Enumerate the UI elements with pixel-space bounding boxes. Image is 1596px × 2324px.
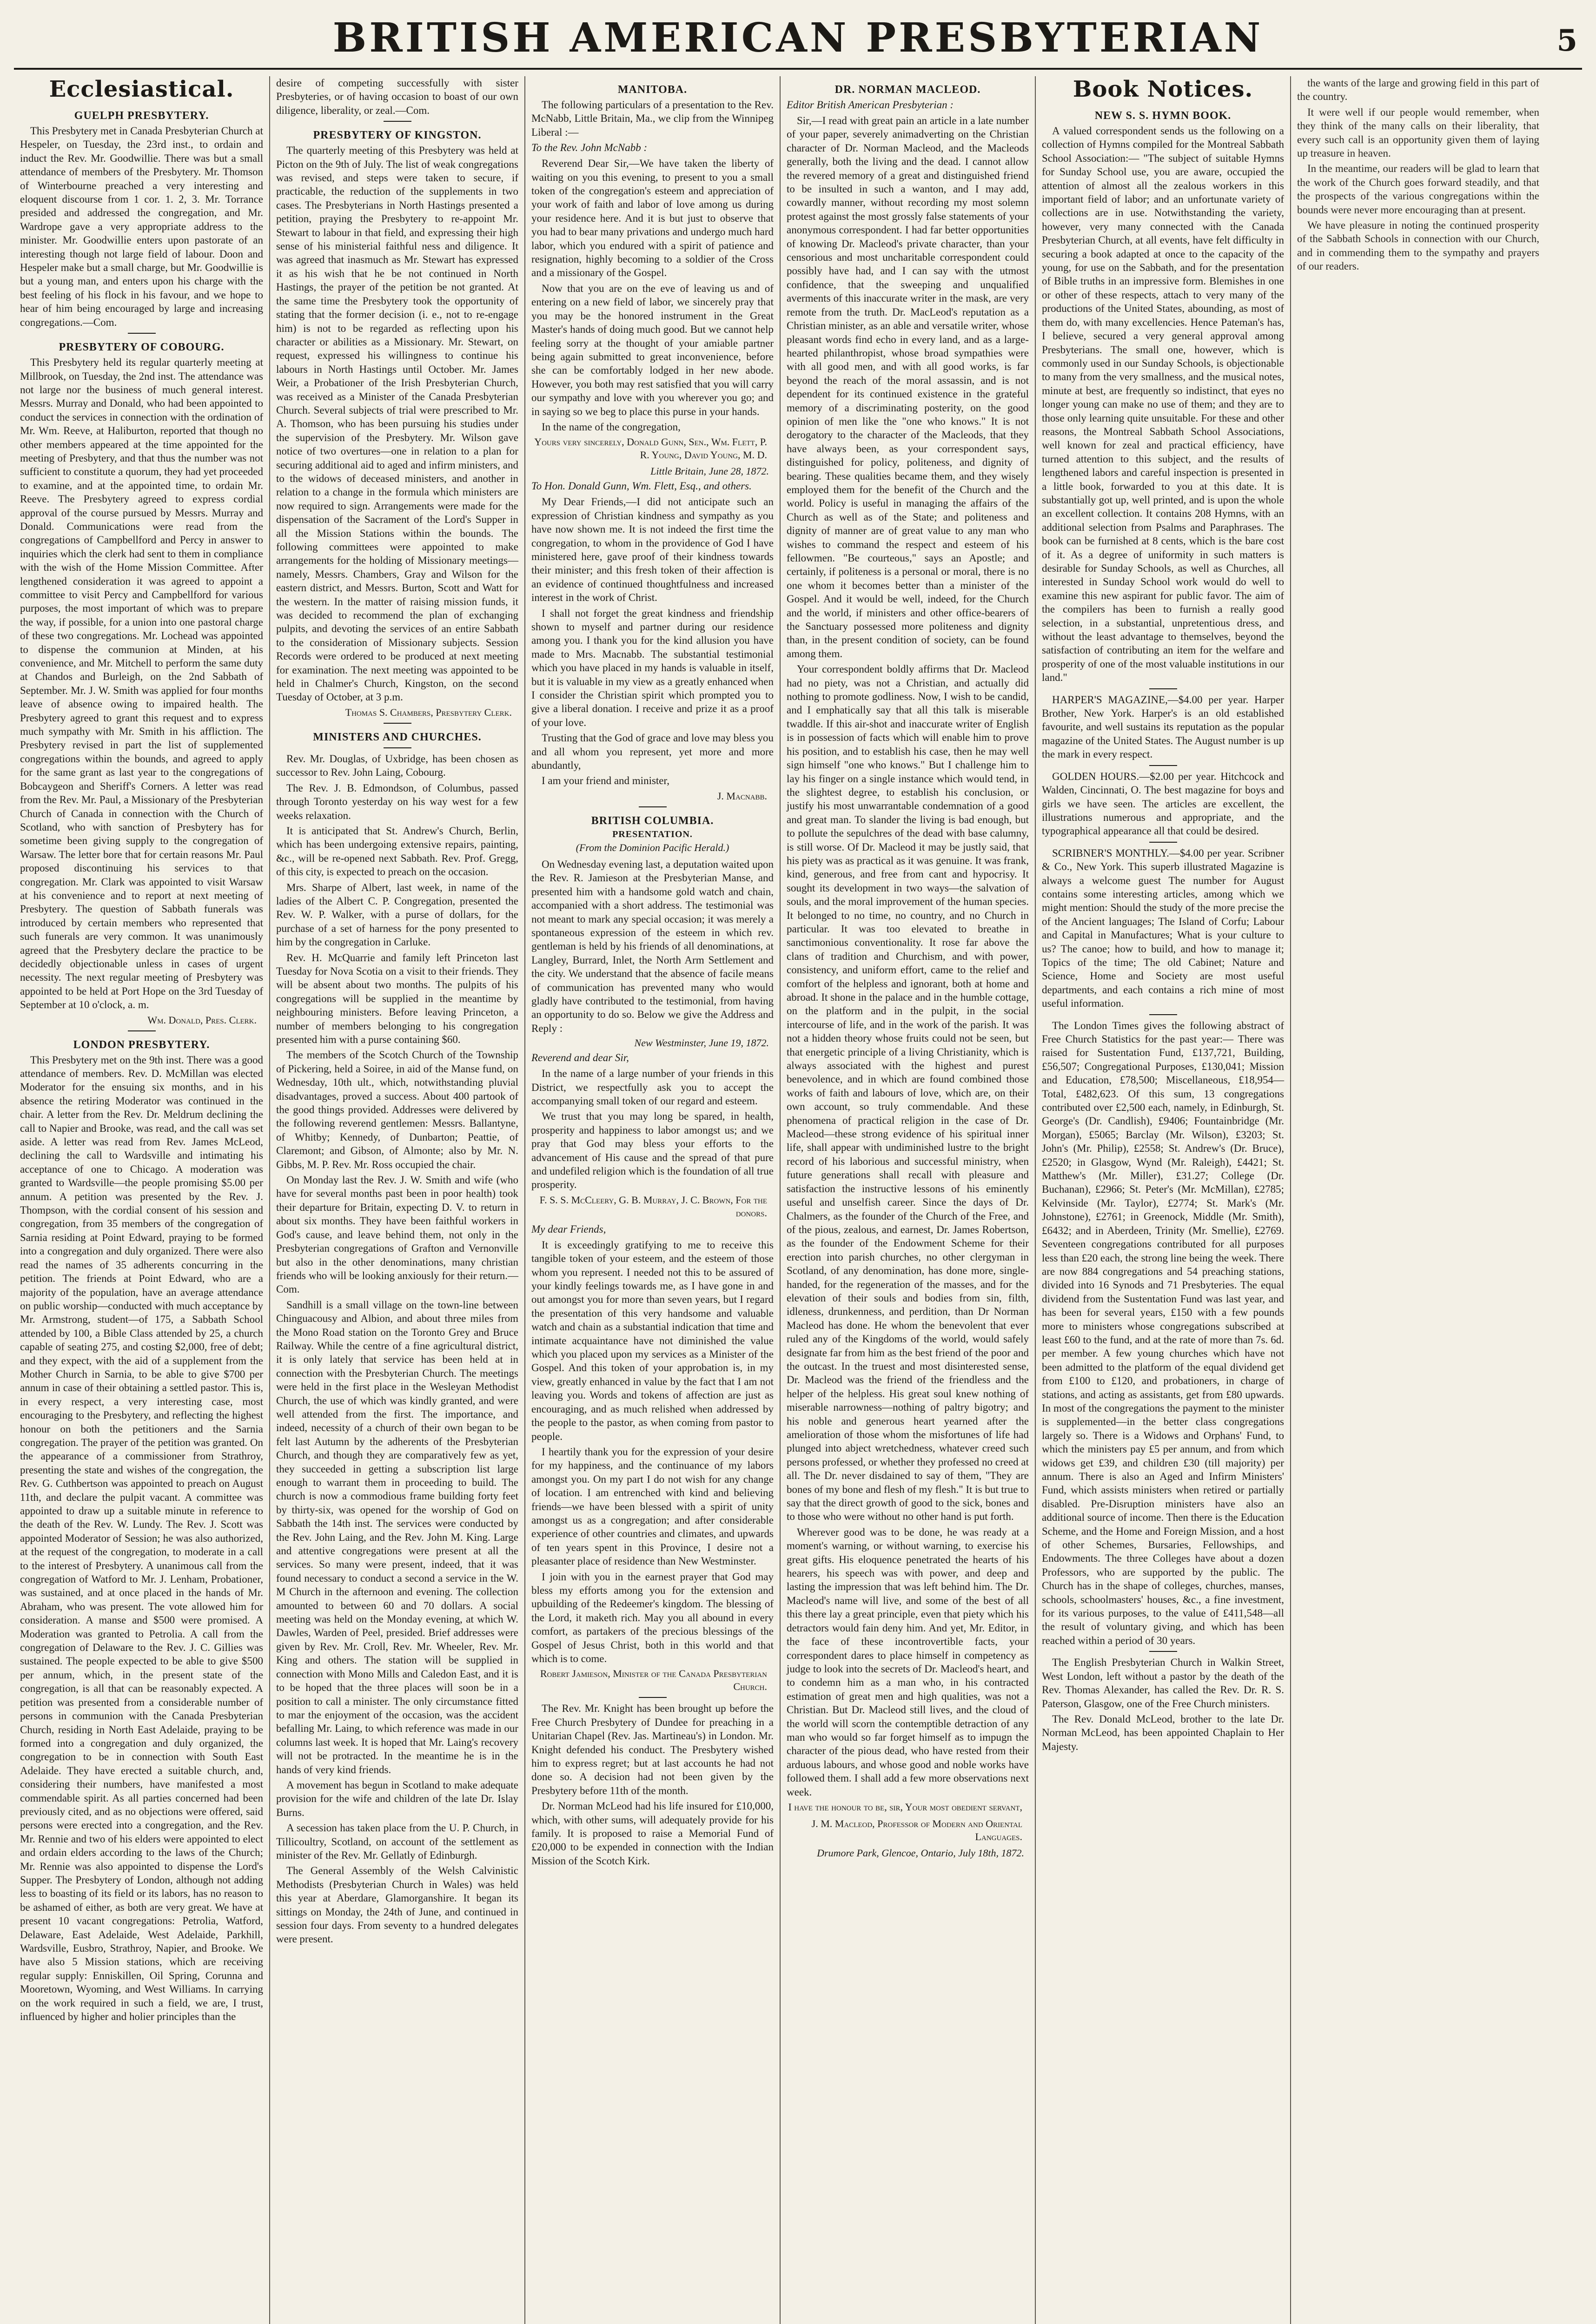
notice-scribners: SCRIBNER'S MONTHLY.—$4.00 per year. Scribner & Co., New York. This superb illustrated Magazine is always a welcome guest The number for August contains some interesting articles, among which we might mention: Should the study of the more precise the of the Ancient languages; The Island of Corfu; Labour and Capital in Manufactures; What is your culture to us? The canoe; how to build, and how to manage it; Topics of the time; The old Cabinet; Nature and Science, Home and Society are most useful departments, and each contains a rich mine of most useful information.	[1042, 847, 1284, 1010]
article-title-kingston: PRESBYTERY OF KINGSTON.	[313, 129, 482, 142]
divider	[1149, 765, 1177, 766]
article-title-manitoba: MANITOBA.	[617, 84, 688, 96]
notice-harpers: HARPER'S MAGAZINE,—$4.00 per year. Harper Brother, New York. Harper's is an old established favourite, and well sustains its reputation as the popular magazine of the United States. The August number is up the mark in every respect.	[1042, 693, 1284, 760]
article-body-kingston: The quarterly meeting of this Presbytery was held at Picton on the 9th of July. The list of weak congregations was revised, and steps were taken to secure, if practicable, the reduction of the supplements in two cases. The Presbyterians in North Hastings presented a petition, praying the Presbytery to re-appoint Mr. Stewart to labour in that field, and expressing their high sense of his ministerial faithful ness and diligence. It was agreed that inasmuch as Mr. Stewart has expressed it as his wish that he be not continued in North Hastings, the prayer of the petition be not granted. At the same time the Presbytery took the opportunity of stating that the former decision (i. e., not to re-engage him) is not to be regarded as reflecting upon his character or abilities as a Missionary. Mr. Stewart, on request, expressed his willingness to continue his labours in North Hastings until October. Mr. James Weir, a Probationer of the Irish Presbyterian Church, was received as a Minister of the Canada Presbyterian Church. Several subjects of trial were prescribed to Mr. A. Thomson, who has been pursuing his studies under the supervision of the Presbytery. Mr. Wilson gave notice of two overtures—one in relation to a plan for securing additional aid to aged and infirm ministers, and to the widows of deceased ministers, and another in relation to a change in the formula which ministers are now required to sign. Arrangements were made for the dispensation of the Sacrament of the Lord's Supper in all the Mission Stations within the bounds. The following committees were appointed to make arrangements for the holding of Missionary meetings—namely, Messrs. Chambers, Gray and Wilson for the eastern district, and Messrs. Burton, Scott and Watt for the western. In the matter of raising mission funds, it was decided to recommend the plan of exchanging pulpits, and devoting the services of an entire Sabbath to the consideration of Missionary subjects. Session Records were ordered to be produced at next meeting for examination. The next meeting was appointed to be held in Chalmer's Church, Kingston, on the second Tuesday of October, at 3 p.m.	[276, 145, 518, 703]
news-item: The Rev. Donald McLeod, brother to the late Dr. Norman McLeod, has been appointed Chaplain to Her Majesty.	[1042, 1713, 1284, 1752]
divider	[639, 806, 667, 807]
letter-paragraph: It is exceedingly gratifying to me to receive this tangible token of your esteem, and the esteem of those whom you represent. I needed not this to be assured of your kindly feelings towards me, as I have gone in and out amongst you for more than seven years, but I regard the presentation of this very handsome and valuable watch and chain as a substantial indication that time and intimate acquaintance have not diminished the value which you placed upon my services as a Minister of the Gospel. And this token of your approbation is, in my view, greatly enhanced in value by the fact that I am not leaving you. Words and tokens of affection are just as encouraging, and as much relished when addressed by the people to the pastor, as when coming from pastor to people.	[531, 1239, 774, 1442]
salutation: To the Rev. John McNabb :	[531, 142, 648, 154]
article-intro-manitoba: The following particulars of a presentation to the Rev. McNabb, Little Britain, Ma., we clip from the Winnipeg Liberal :—	[531, 99, 774, 138]
column-5	[1035, 76, 1290, 2324]
news-item: It is anticipated that St. Andrew's Church, Berlin, which has been undergoing extensive repairs, painting, &c., will be re-opened next Sabbath. Rev. Prof. Gregg, of this city, is expected to preach on the occasion.	[276, 825, 518, 878]
article-body-london-cont: desire of competing successfully with sister Presbyteries, or of having occasion to boast of our own diligence, liberality, or zeal.—Com.	[276, 77, 518, 116]
news-item: Dr. Norman McLeod had his life insured for £10,000, which, with other sums, will adequately provide for his family. It is proposed to raise a Memorial Fund of £20,000 to be expended in connection with the Indian Mission of the Scotch Kirk.	[531, 1800, 774, 1867]
letter-paragraph: In the name of a large number of your friends in this District, we respectfully ask you to accept the accompanying small token of our regard and esteem.	[531, 1068, 774, 1107]
letter-paragraph: In the name of the congregation,	[542, 421, 681, 433]
news-item: Mrs. Sharpe of Albert, last week, in name of the ladies of the Albert C. P. Congregation, presented the Rev. W. P. Walker, with a purse of dollars, for the purchase of a set of harness for the pony presented to him by the congregation in Carluke.	[276, 881, 518, 948]
closing: I have the honour to be, sir, Your most obedient servant,	[788, 1801, 1022, 1813]
article-body-free-church: The London Times gives the following abstract of Free Church Statistics for the past year:— There was raised for Sustentation Fund, £137,721, Building, £56,507; Congregational Purposes, £130,041; Mission and Education, £78,500; Miscellaneous, £18,954—Total, £482,623. Of this sum, 13 congregations contributed over £2,500 each, namely, in Edinburgh, St. George's (Dr. Candlish), £9406; Fountainbridge (Mr. Morgan), £5065; Barclay (Mr. Wilson), £3203; St. John's (Mr. Philip), £2558; St. Andrew's (Dr. Bruce), £2520; in Glasgow, Wynd (Mr. Raleigh), £4421; St. Matthew's (Mr. Miller), £31.27; College (Dr. Buchanan), £2966; St. Peter's (Mr. McMillan), £2785; Kelvinside (Mr. Taylor), £2774; St. Mark's (Mr. Johnstone), £2761; in Greenock, Middle (Mr. Smith), £6432; and in Aberdeen, Trinity (Mr. Smellie), £2769. Seventeen congregations contributed for all purposes less than £20 each, the strong line being the week. There are now 884 congregations and 54 preaching stations, divided into 16 Synods and 71 Presbyteries. The equal dividend from the Sustentation Fund was last year, and has been for several years, £150 with a few pounds more to ministers whose congregations subscribed at least £60 to the fund, and at the rate of more than 7s. 6d. per member. A few young churches which have not been admitted to the platform of the equal dividend get from £100 to £120, and probationers, in charge of stations, and acting as assistants, get from £80 upwards. In most of the congregations the payment to the minister is supplemented—in the better class congregations largely so. There is a Widows and Orphans' Fund, to which the ministers pay £5 per annum, and from which widows get £39, and children £30 (till majority) per annum. There is also an Aged and Infirm Ministers' Fund, which assists ministers when retired or partially disabled. Pre-Disruption ministers have also an additional source of income. Then there is the Education Scheme, and the Home and Foreign Mission, and a host of other Schemes, Bursaries, Fellowships, and Endowments. The three Colleges have about a dozen Professors, who are supported by the public. The Church has in the shape of colleges, churches, manses, schools, schoolmasters' houses, &c., a fine investment, for its various purposes, to the value of £411,548—all the result of voluntary giving, and which has been reached within a period of 30 years.	[1042, 1019, 1284, 1646]
divider	[384, 747, 411, 748]
salutation: Reverend and dear Sir,	[531, 1052, 629, 1064]
signature-donors: F. S. S. McCleery, G. B. Murray, J. C. Brown, For the donors.	[539, 1194, 767, 1219]
news-item: We have pleasure in noting the continued prosperity of the Sabbath Schools in connection with our Church, and in commending them to the sympathy and prayers of our readers.	[1297, 219, 1539, 272]
salutation: To Hon. Donald Gunn, Wm. Flett, Esq., and others.	[531, 480, 752, 492]
letter-paragraph: I heartily thank you for the expression of your desire for my happiness, and the continuance of my labors amongst you. On my part I do not wish for any change of location. I am entrenched with kind and believing friends—we have been blessed with a spirit of unity amongst us as a congregation; and after considerable experience of other countries and climates, and upwards of ten years spent in this Province, I desire not a pleasanter place of residence than New Westminster.	[531, 1446, 774, 1567]
salutation: My dear Friends,	[531, 1223, 606, 1235]
letter-paragraph: Your correspondent boldly affirms that Dr. Macleod had no piety, was not a Christian, and actually did nothing to promote godliness. Now, I wish to be candid, and I emphatically say that all this talk is miserable twaddle. If this air-shot and inaccurate writer of English is in possession of facts which will enable him to prove his position, and to establish his case, then he may well sign himself "one who knows." But I challenge him to lay his finger on a single instance which would tend, in the slightest degree, to establish his conclusion, or justify his most unwarrantable condemnation of a good and great man. To slander the living is bad enough, but to pollute the sepulchres of the dead with base calumny, is still worse. Of Dr. Macleod it may be justly said, that his piety was as practical as it was genuine. It was frank, kind, generous, and free from cant and hypocrisy. It sought its development in two ways—the salvation of souls, and the moral improvement of the human species. It belonged to no time, no country, and no Church in particular. It was too elevated to breathe in sanctimonious conventionality. It rose far above the clans of tradition and Churchism, and with power, consistency, and uniform effort, came to the relief and comfort of the helpless and ignorant, both at home and abroad. It shone in the palace and in the humble cottage, on the platform and in the pulpit, in the social intercourse of life, and in the work of the parish. It was not a hidden theory whose fruits could not be seen, but that energetic principle of a living Christianity, which is always associated with the highest and purest benevolence, and in which are found combined those works of faith and labours of love, which are, on their own account, so truly commendable. And these phenomena of practical religion in the case of Dr. Macleod—these strong evidence of his spiritual inner life, shall appear with undiminished lustre to the bright record of his laborious and successful ministry, when future generations shall recall with pleasure and satisfaction the instructive lessons of his eminently useful and unselfish career. Since the days of Dr. Chalmers, as the founder of the Church of the Free, and of the pious, zealous, and earnest, Dr. James Robertson, as the founder of the Endowment Scheme for their erection into parish churches, no other clergyman in Scotland, of any denomination, has done more, single-handed, for the regeneration of the masses, and for the elevation of their souls and bodies from sin, filth, idleness, drunkenness, and perdition, than Dr Norman Macleod has done. He whom the benevolent that ever ruled any of the Kingdoms of the world, would safely designate far from him as the best friend of the poor and the outcast. In the truest and most disinterested sense, Dr. Macleod was the friend of the friendless and the helper of the helpless. His great soul knew nothing of miserable narrowness—nothing of paltry bigotry; and his noble and generous heart yearned after the amelioration of those whom the misfortunes of life had plunged into abject wretchedness, whatever creed such persons professed, or whether they professed no creed at all. The Dr. never disdained to say of them, "They are bones of my bone and flesh of my flesh." It is but true to say that the direct growth of good to the sick, bones and to those who were without no other hand is put forth.	[787, 663, 1029, 1523]
signature-macleod: J. M. Macleod, Professor of Modern and Oriental Languages.	[811, 1817, 1022, 1842]
divider	[1149, 688, 1177, 689]
letter-paragraph: Sir,—I read with great pain an article in a late number of your paper, severely animadverting on the Christian character of Dr. Norman Macleod, and the Macleods generally, both the living and the dead. I cannot allow the revered memory of a great and distinguished friend to be insulted in such a wanton, and I may add, cowardly manner, without recording my most solemn protest against the most grossly false statements of your anonymous correspondent. I had far better opportunities of knowing Dr. Macleod's private character, than your censorious and most uncharitable correspondent could possibly have had, and I can say with the utmost confidence, that the sweeping and unqualified averments of this inaccurate writer in the mask, are very remote from the truth. Dr. MacLeod's reputation as a Christian minister, as an able and versatile writer, whose pleasant words find echo in every land, and as a large-hearted philanthropist, whose broad sympathies were with all good men, and with all good works, is far beyond the reach of the moral assassin, and is not dependent for its continued existence in the grateful memory of a discriminating posterity, on the good opinion of men like the "one who knows." It is not derogatory to the character of the Macleods, that they have always been, as your correspondent says, distinguished for policy, politeness, and dignity of bearing. These qualities became them, and they wisely employed them for the benefit of the Church and the world. Policy is useful in managing the affairs of the Church as well as of the State; and politeness and dignity of manner are of great value to any man who wishes to command the respect and esteem of his fellowmen. "Be courteous," says an Apostle; and certainly, if politeness is a personal or moral, there is no one whom it becomes better than a minister of the Gospel. And it would be well, indeed, for the Church and the world, if ministers and other office-bearers of the Sanctuary possessed more politeness and dignity than, in the present condition of society, can be found among them.	[787, 115, 1029, 660]
news-item: The General Assembly of the Welsh Calvinistic Methodists (Presbyterian Church in Wales) was held this year at Aberdare, Glamorganshire. It began its sittings on Monday, the 24th of June, and continued in session four days. From seventy to a hundred delegates were present.	[276, 1865, 518, 1945]
article-body-guelph: This Presbytery met in Canada Presbyterian Church at Hespeler, on Tuesday, the 23rd inst., to ordain and induct the Rev. Mr. Goodwillie. There was but a small attendance of members of the Presbytery. Mr. Thomson of Winterbourne preached a very interesting and eloquent discourse from 1 cor. 1. 2, 3. Mr. Torrance presided and addressed the congregation, and Mr. Wardrope gave a very appropriate address to the minister. Mr. Goodwillie enters upon pastorate of an interesting though not large field of labour. Doon and Hespeler make but a small charge, but Mr. Goodwillie is but a young man, and enters upon his charge with the best feeling of his flock in his favour, and we hope to hear of him being encouraged by large and increasing congregations.—Com.	[20, 125, 263, 328]
signature-macnabb: J. Macnabb.	[717, 790, 767, 802]
column-2	[269, 76, 524, 2324]
news-item: the wants of the large and growing field in this part of the country.	[1297, 77, 1539, 103]
signature-kingston: Thomas S. Chambers, Presbytery Clerk.	[345, 706, 512, 718]
article-title-cobourg: PRESBYTERY OF COBOURG.	[59, 341, 225, 354]
letter-paragraph: My Dear Friends,—I did not anticipate such an expression of Christian kindness and sympathy as you have now shown me. It is not indeed the first time the congregation, to whom in the providence of God I have ministered here, gave proof of their kindness towards their minister; and this fresh token of their affection is an evidence of continued thoughtfulness and increased interest in the work of Christ.	[531, 496, 774, 604]
news-item: The Rev. Mr. Knight has been brought up before the Free Church Presbytery of Dundee for preaching in a Unitarian Chapel (Rev. Jas. Martineau's) in London. Mr. Knight defended his conduct. The Presbytery wished him to express regret; but at last accounts he had not done so. A decision had not been given by the Presbytery before 11th of the month.	[531, 1703, 774, 1796]
column-4	[780, 76, 1035, 2324]
article-source: (From the Dominion Pacific Herald.)	[576, 841, 729, 853]
notice-golden-hours: GOLDEN HOURS.—$2.00 per year. Hitchcock and Walden, Cincinnati, O. The best magazine for boys and girls we have seen. The articles are excellent, the illustrations numerous and appropriate, and the typographical appearance all that could be desired.	[1042, 770, 1284, 837]
salutation: Editor British American Presbyterian :	[787, 99, 954, 111]
news-item: The Rev. J. B. Edmondson, of Columbus, passed through Toronto yesterday on his way west for a few weeks relaxation.	[276, 782, 518, 821]
news-item: In the meantime, our readers will be glad to learn that the work of the Church goes forward steadily, and that the prospects of the various congregations within the bounds were never more encouraging than at present.	[1297, 163, 1539, 216]
letter-paragraph: Wherever good was to be done, he was ready at a moment's warning, or without warning, to exercise his great gifts. His eloquence penetrated the hearts of his hearers, his speech was with power, and deep and lasting the impression that was left behind him. The Dr. Macleod's name will live, and some of the best of all this there lay a great principle, even that piety which his detractors would fain deny him. And yet, Mr. Editor, in the face of these incontrovertible facts, your correspondent dares to place himself in competency as judge to look into the secrets of Dr. Macleod's heart, and to condemn him as a man who, in his contracted estimation of great men and high qualities, was not a Christian. But Dr. Macleod still lives, and the cloud of the world will scorn the contemptible detraction of any man who would so far forget himself as to impugn the character of the pious dead, who have rested from their arduous labours, and whose good and noble works have followed them. I shall add a few more observations next week.	[787, 1526, 1029, 1798]
news-item: Sandhill is a small village on the town-line between Chinguacousy and Albion, and about three miles from the Mono Road station on the Toronto Grey and Bruce Railway. While the centre of a fine agricultural district, it is only lately that service has been held at in connection with the Presbyterian Church. The meetings were held in the first place in the Wesleyan Methodist Church, the use of which was kindly granted, and were well attended from the first. The importance, and indeed, necessity of a church of their own began to be felt last Autumn by the adherents of the Presbyterian Church, and though they are comparatively few as yet, they succeeded in getting a subscription list large enough to warrant them in proceeding to build. The church is now a commodious frame building forty feet by thirty-six, was opened for the worship of God on Sabbath the 14th inst. The services were conducted by the Rev. John Laing, and the Rev. John M. King. Large and attentive congregations were present at all the services. So many were present, indeed, that it was found necessary to conduct a second a service in the W. M Church in the afternoon and evening. The collection amounted to between 60 and 70 dollars. A social meeting was held on the Monday evening, at which W. Dawles, Warden of Peel, presided. Brief addresses were given by Rev. Mr. Croll, Rev. Mr. Wheeler, Rev. Mr. King and others. The station will be supplied in connection with Mono Mills and Caledon East, and it is to be hoped that the three places will soon be in a position to call a minister. The only circumstance fitted to mar the enjoyment of the occasion, was the accident befalling Mr. Laing, to which reference was made in our columns last week. It is hoped that Mr. Laing's recovery will not be protracted. In the meantime he is in the hands of very kind friends.	[276, 1299, 518, 1776]
article-title-macleod: DR. NORMAN MACLEOD.	[834, 84, 981, 96]
dateline: Little Britain, June 28, 1872.	[650, 465, 769, 477]
letter-paragraph: I shall not forget the great kindness and friendship shown to myself and partner during our residence among you. I thank you for the kind allusion you have made to Mrs. Macnabb. The substantial testimonial which you have placed in my hands is valuable in itself, but it is valuable in my view as a greatly enhanced when I consider the Christian spirit which prompted you to give a liberal donation. I receive and prize it as a proof of your love.	[531, 607, 774, 728]
news-item: A secession has taken place from the U. P. Church, in Tillicoultry, Scotland, on account of the settlement as minister of the Rev. Mr. Gellatly of Edinburgh.	[276, 1822, 518, 1861]
columns	[14, 76, 1582, 2324]
column-6	[1290, 76, 1545, 2324]
news-item: It were well if our people would remember, when they think of the many calls on their liberality, that every such call is an opportunity given them of laying up treasure in heaven.	[1297, 106, 1539, 159]
news-item: On Monday last the Rev. J. W. Smith and wife (who have for several months past been in poor health) took their departure for Britain, expecting D. V. to return in about six months. They have been faithful workers in God's cause, and leave behind them, not only in the Presbyterian congregations of Grafton and Vernonville but also in the other denominations, many christian friends who will be looking anxiously for their return.—Com.	[276, 1174, 518, 1295]
news-item: Rev. Mr. Douglas, of Uxbridge, has been chosen as successor to Rev. John Laing, Cobourg.	[276, 753, 518, 779]
article-subtitle-presentation: PRESENTATION.	[612, 829, 693, 839]
news-item: The English Presbyterian Church in Walkin Street, West London, left without a pastor by the death of the Rev. Thomas Alexander, has called the Rev. Dr. R. S. Paterson, Glasgow, one of the Free Church ministers.	[1042, 1657, 1284, 1710]
letter-paragraph: I join with you in the earnest prayer that God may bless my efforts among you for the extension and upbuilding of the Redeemer's kingdom. The blessing of the Lord, it maketh rich. May you all abound in every comfort, as partakers of the precious blessings of the Gospel of Jesus Christ, both in this world and that which is to come.	[531, 1571, 774, 1664]
signature-cobourg: Wm. Donald, Pres. Clerk.	[147, 1014, 257, 1026]
article-body-bc: On Wednesday evening last, a deputation waited upon the Rev. R. Jamieson at the Presbyterian Manse, and presented him with a handsome gold watch and chain, accompanied with a short address. The testimonial was not meant to mark any special occasion; it was merely a spontaneous expression of the esteem in which rev. gentleman is held by his friends of all denominations, at Langley, Burrard, Inlet, the North Arm Settlement and the city. We understand that the absence of facile means of communication has prevented many who would gladly have contributed to the testimonial, from having an opportunity to do so. Below we give the Address and Reply :	[531, 858, 774, 1034]
article-body-cobourg: This Presbytery held its regular quarterly meeting at Millbrook, on Tuesday, the 2nd inst. The attendance was not large nor the business of much general interest. Messrs. Murray and Donald, who had been appointed to conduct the services in connection with the ordination of Mr. Wm. Reeve, at Haliburton, reported that though no other members appeared at the time appointed for the meeting of Presbytery, and that thus the number was not sufficient to constitute a quorum, they had yet proceeded to examine, and at the appointed time, to ordain Mr. Reeve. The Presbytery agreed to express cordial approval of the course pursued by Messrs. Murray and Donald. Communications were read from the congregations of Campbellford and Percy in answer to inquiries which the clerk had sent to them in compliance with the wish of the Home Mission Committee. After lengthened consideration it was agreed to appoint a committee to visit Percy and Campbellford for various purposes, the most important of which was to prepare the way, if possible, for a union into one pastoral charge of these two congregations. Mr. Lochead was appointed to dispense the communion at Minden, at his convenience, and Mr. Mitchell to perform the same duty at Chandos and Burleigh, on the 2nd Sabbath of September. Mr. J. W. Smith was applied for four months leave of absence owing to impaired health. The Presbytery agreed to grant this request and to express much sympathy with Mr. Smith in his affliction. The Presbytery revised in part the list of supplemented congregations within the bounds, and agreed to apply for the same grant as last year to the congregations of Bobcaygeon and Sheriff's Corners. A letter was read from the Rev. Mr. Paul, a Missionary of the Presbyterian Church of Canada in connection with the Church of Scotland, who with sanction of Presbytery has for sometime been giving supply to the congregation of Warsaw. The letter bore that for certain reasons Mr. Paul proposed discontinuing his services to that congregation. Mr. Clark was appointed to visit Warsaw at his convenience and to report at next meeting of Presbytery. The question of Sabbath funerals was introduced by certain members who represented that such funerals are very common. It was unanimously agreed that the Presbytery declare the practice to be decidedly objectionable unless in cases of urgent necessity. The next regular meeting of Presbytery was appointed to be held at Port Hope on the 3rd Tuesday of September at 10 o'clock, a. m.	[20, 357, 263, 1011]
news-item: Rev. H. McQuarrie and family left Princeton last Tuesday for Nova Scotia on a visit to their friends. They will be absent about two months. The pulpits of his congregations will be supplied in the meantime by neighbouring ministers. Before leaving Princeton, a number of members belonging to his congregation presented him with a purse containing $60.	[276, 951, 518, 1045]
divider	[128, 1030, 156, 1031]
article-body-hymn-book: A valued correspondent sends us the following on a collection of Hymns compiled for the Montreal Sabbath School Association:— "The subject of suitable Hymns for Sunday School use, you are aware, occupied the attention of almost all the zealous workers in this important field of labor; and an unfortunate variety of collections are in use. Notwithstanding the variety, however, very many connected with the Canada Presbyterian Church, at all events, have felt difficulty in securing a book adapted at once to the capacity of the young, for use on the Sabbath, and for the presentation of Bible truths in an impressive form. Blemishes in one or other of these respects, attach to very many of the productions of the United States, abounding, as most of them do, with many excellencies. Hence Pateman's has, I believe, secured a very general approval among Presbyterians. The small one, however, which is commonly used in our Sunday Schools, is objectionable to many from the very smallness, and the musical notes, minute at best, are frequently so indistinct, that eyes no longer young can make no use of them; and they are to those only learning quite unsuitable. For these and other reasons, the Montreal Sabbath School Associations, well known for zeal and practical efficiency, have turned attention to this subject, and the results of lengthened labors and careful inspection is presented in a little book, forwarded to you at this date. It is substantially got up, well printed, and is upon the whole an excellent collection. It contains 208 Hymns, with an additional selection from Psalms and Paraphrases. The book can be furnished at 8 cents, which is the bare cost of it. As a degree of uniformity in such matters is desirable for Sunday Schools, as well as Churches, all interested in Sunday School work would do well to examine this new aspirant for public favor. The aim of the compilers has been to furnish a really good selection, in a substantial, unpretentious dress, and without the least advantage to themselves, beyond the satisfaction of contributing an item for the welfare and prosperity of one of the most valuable institutions in our land."	[1042, 125, 1284, 684]
newspaper-title: BRITISH AMERICAN PRESBYTERIAN	[332, 14, 1264, 61]
article-title-guelph: GUELPH PRESBYTERY.	[74, 110, 209, 122]
masthead	[14, 11, 1582, 70]
article-body-london: This Presbytery met on the 9th inst. There was a good attendance of members. Rev. D. McMillan was elected Moderator for the ensuing six months, and in his absence the retiring Moderator was continued in the chair. A letter from the Rev. Dr. Meldrum declining the call to Napier and Brooke, was read, and the call was set aside. A letter was read from Rev. James McLeod, declining the call to Wardsville and intimating his acceptance of one to Chicago. A moderation was granted to Wardsville—the people promising $5.00 per annum. A petition was presented by the Rev. J. Thompson, with the cordial consent of his session and congregation, from 35 members of the congregation of Sarnia residing at Point Edward, praying to be formed into a congregation and duly organized. There were also read the names of 35 adherents concurring in the petition. The friends at Point Edward, who are a majority of the population, have an average attendance on public worship—conducted with much acceptance by Mr. Armstrong, student—of 175, a Sabbath School attended by 100, a Bible Class attended by 25, a church capable of seating 275, and costing $2,000, free of debt; and they expect, with the aid of a supplement from the Mother Church in Sarnia, to be able to give $700 per annum in case of their obtaining a settled pastor. This is, in every respect, a very interesting case, most encouraging to the Presbytery, and reflecting the highest honour on both the petitioners and the Sarnia congregation. The prayer of the petition was granted. On the appearance of a commissioner from Strathroy, presenting the state and wishes of the congregation, the Rev. G. Cuthbertson was appointed to preach on August 11th, and declare the pulpit vacant. A committee was appointed to draw up a suitable minute in reference to the death of the Rev. W. Lundy. The Rev. J. Scott was appointed Moderator of Session; he was also authorized, at the request of the congregation, to moderate in a call to the interest of Presbytery. A unanimous call from the congregation of Watford to Mr. J. Lenham, Probationer, was sustained, and at once placed in the hands of Mr. Abraham, who was present. The vote allowed him for consideration. A manse and $500 were promised. A Moderation was granted to Petrolia. A call from the congregation of Delaware to the Rev. J. C. Gillies was sustained. The people expected to be able to give $500 per annum, which, in the present state of the congregation, is all that can be reasonably expected. A petition was presented from a considerable number of persons in communion with the Canada Presbyterian Church, residing in North East Adelaide, praying to be formed into a congregation and duly organized, the congregation to be in connection with South East Adelaide. They have erected a suitable church, and, considering their numbers, have manifested a most commendable spirit. As all parties concerned had been previously cited, and as no objections were offered, said persons were erected into a congregation, and the Rev. Mr. Rennie and two of his elders were appointed to elect and ordain elders according to the laws of the Church; Mr. Rennie was also appointed to dispense the Lord's Supper. The Presbytery of London, although not adding less to boasting of its field or its labors, has no reason to be ashamed of either, as both are very great. We have at present 10 vacant congregations: Petrolia, Watford, Delaware, East Adelaide, West Adelaide, Parkhill, Wardsville, Eusbro, Strathroy, Napier, and Brooke. We have also 5 Mission stations, which are receiving regular supply: Enniskillen, Oil Spring, Corunna and Mooretown, Wyoming, and West Williams. In carrying on the work required in such a field, we are, I trust, influenced by higher and holier principles than the	[20, 1054, 263, 2023]
section-heading-book-notices: Book Notices.	[1073, 76, 1253, 102]
letter-paragraph: I am your friend and minister,	[542, 775, 670, 787]
letter-paragraph: Reverend Dear Sir,—We have taken the liberty of waiting on you this evening, to present to you a small token of the congregation's esteem and appreciation of your work of faith and labor of love among us during your residence here. And it is but just to observe that you had to bear many privations and undergo much hard labor, which you endured with a spirit of patience and resignation, highly becoming to a soldier of the Cross and a missionary of the Gospel.	[531, 158, 774, 279]
column-1	[14, 76, 269, 2324]
article-title-british-columbia: BRITISH COLUMBIA.	[591, 814, 714, 827]
news-item: A movement has begun in Scotland to make adequate provision for the wife and children of the late Dr. Islay Burns.	[276, 1779, 518, 1818]
signature-jamieson: Robert Jamieson, Minister of the Canada Presbyterian Church.	[540, 1668, 767, 1693]
column-3	[524, 76, 780, 2324]
letter-paragraph: Now that you are on the eve of leaving us and of entering on a new field of labor, we sincerely pray that you may be the honored instrument in the Great Master's hands of doing much good. But we cannot help feeling sorry at the thought of your amiable partner being again submitted to great inconvenience, before she can be comfortably lodged in her new abode. However, you both may rest satisfied that you will carry our sympathy and love with you wherever you go; and in saying so we beg to place this purse in your hands.	[531, 282, 774, 417]
dateline: New Westminster, June 19, 1872.	[634, 1037, 769, 1049]
divider	[128, 333, 156, 334]
article-title-hymn-book: NEW S. S. HYMN BOOK.	[1094, 110, 1232, 122]
article-title-ministers: MINISTERS AND CHURCHES.	[313, 731, 482, 743]
divider	[384, 723, 411, 724]
divider	[1149, 1651, 1177, 1652]
dateline: Drumore Park, Glencoe, Ontario, July 18th, 1872.	[817, 1847, 1024, 1859]
letter-paragraph: We trust that you may long be spared, in health, prosperity and happiness to labor amongst us; and we pray that God may bless your efforts to the advancement of His cause and the spread of that pure and undefiled religion which is the foundation of all true prosperity.	[531, 1110, 774, 1191]
article-title-london: LONDON PRESBYTERY.	[73, 1038, 210, 1051]
divider	[1149, 842, 1177, 843]
letter-paragraph: Trusting that the God of grace and love may bless you and all whom you represent, yet more and more abundantly,	[531, 732, 774, 772]
section-heading-ecclesiastical: Ecclesiastical.	[49, 76, 234, 102]
divider	[384, 121, 411, 122]
divider	[1149, 1014, 1177, 1015]
page-number: 5	[1556, 23, 1577, 58]
divider	[639, 1697, 667, 1698]
signature-manitoba: Yours very sincerely, Donald Gunn, Sen., Wm. Flett, P. R. Young, David Young, M. D.	[534, 436, 767, 461]
news-item: The members of the Scotch Church of the Township of Pickering, held a Soiree, in aid of the Manse fund, on Wednesday, 10th ult., which, notwithstanding pluvial disadvantages, proved a success. About 400 partook of the good things provided. Addresses were delivered by the following reverend gentlemen: Messrs. Ballantyne, of Whitby; Kennedy, of Dunbarton; Peattie, of Claremont; and Gibson, of Almonte; also by Mr. N. Gibbs, M. P. Rev. Mr. Ross occupied the chair.	[276, 1049, 518, 1170]
